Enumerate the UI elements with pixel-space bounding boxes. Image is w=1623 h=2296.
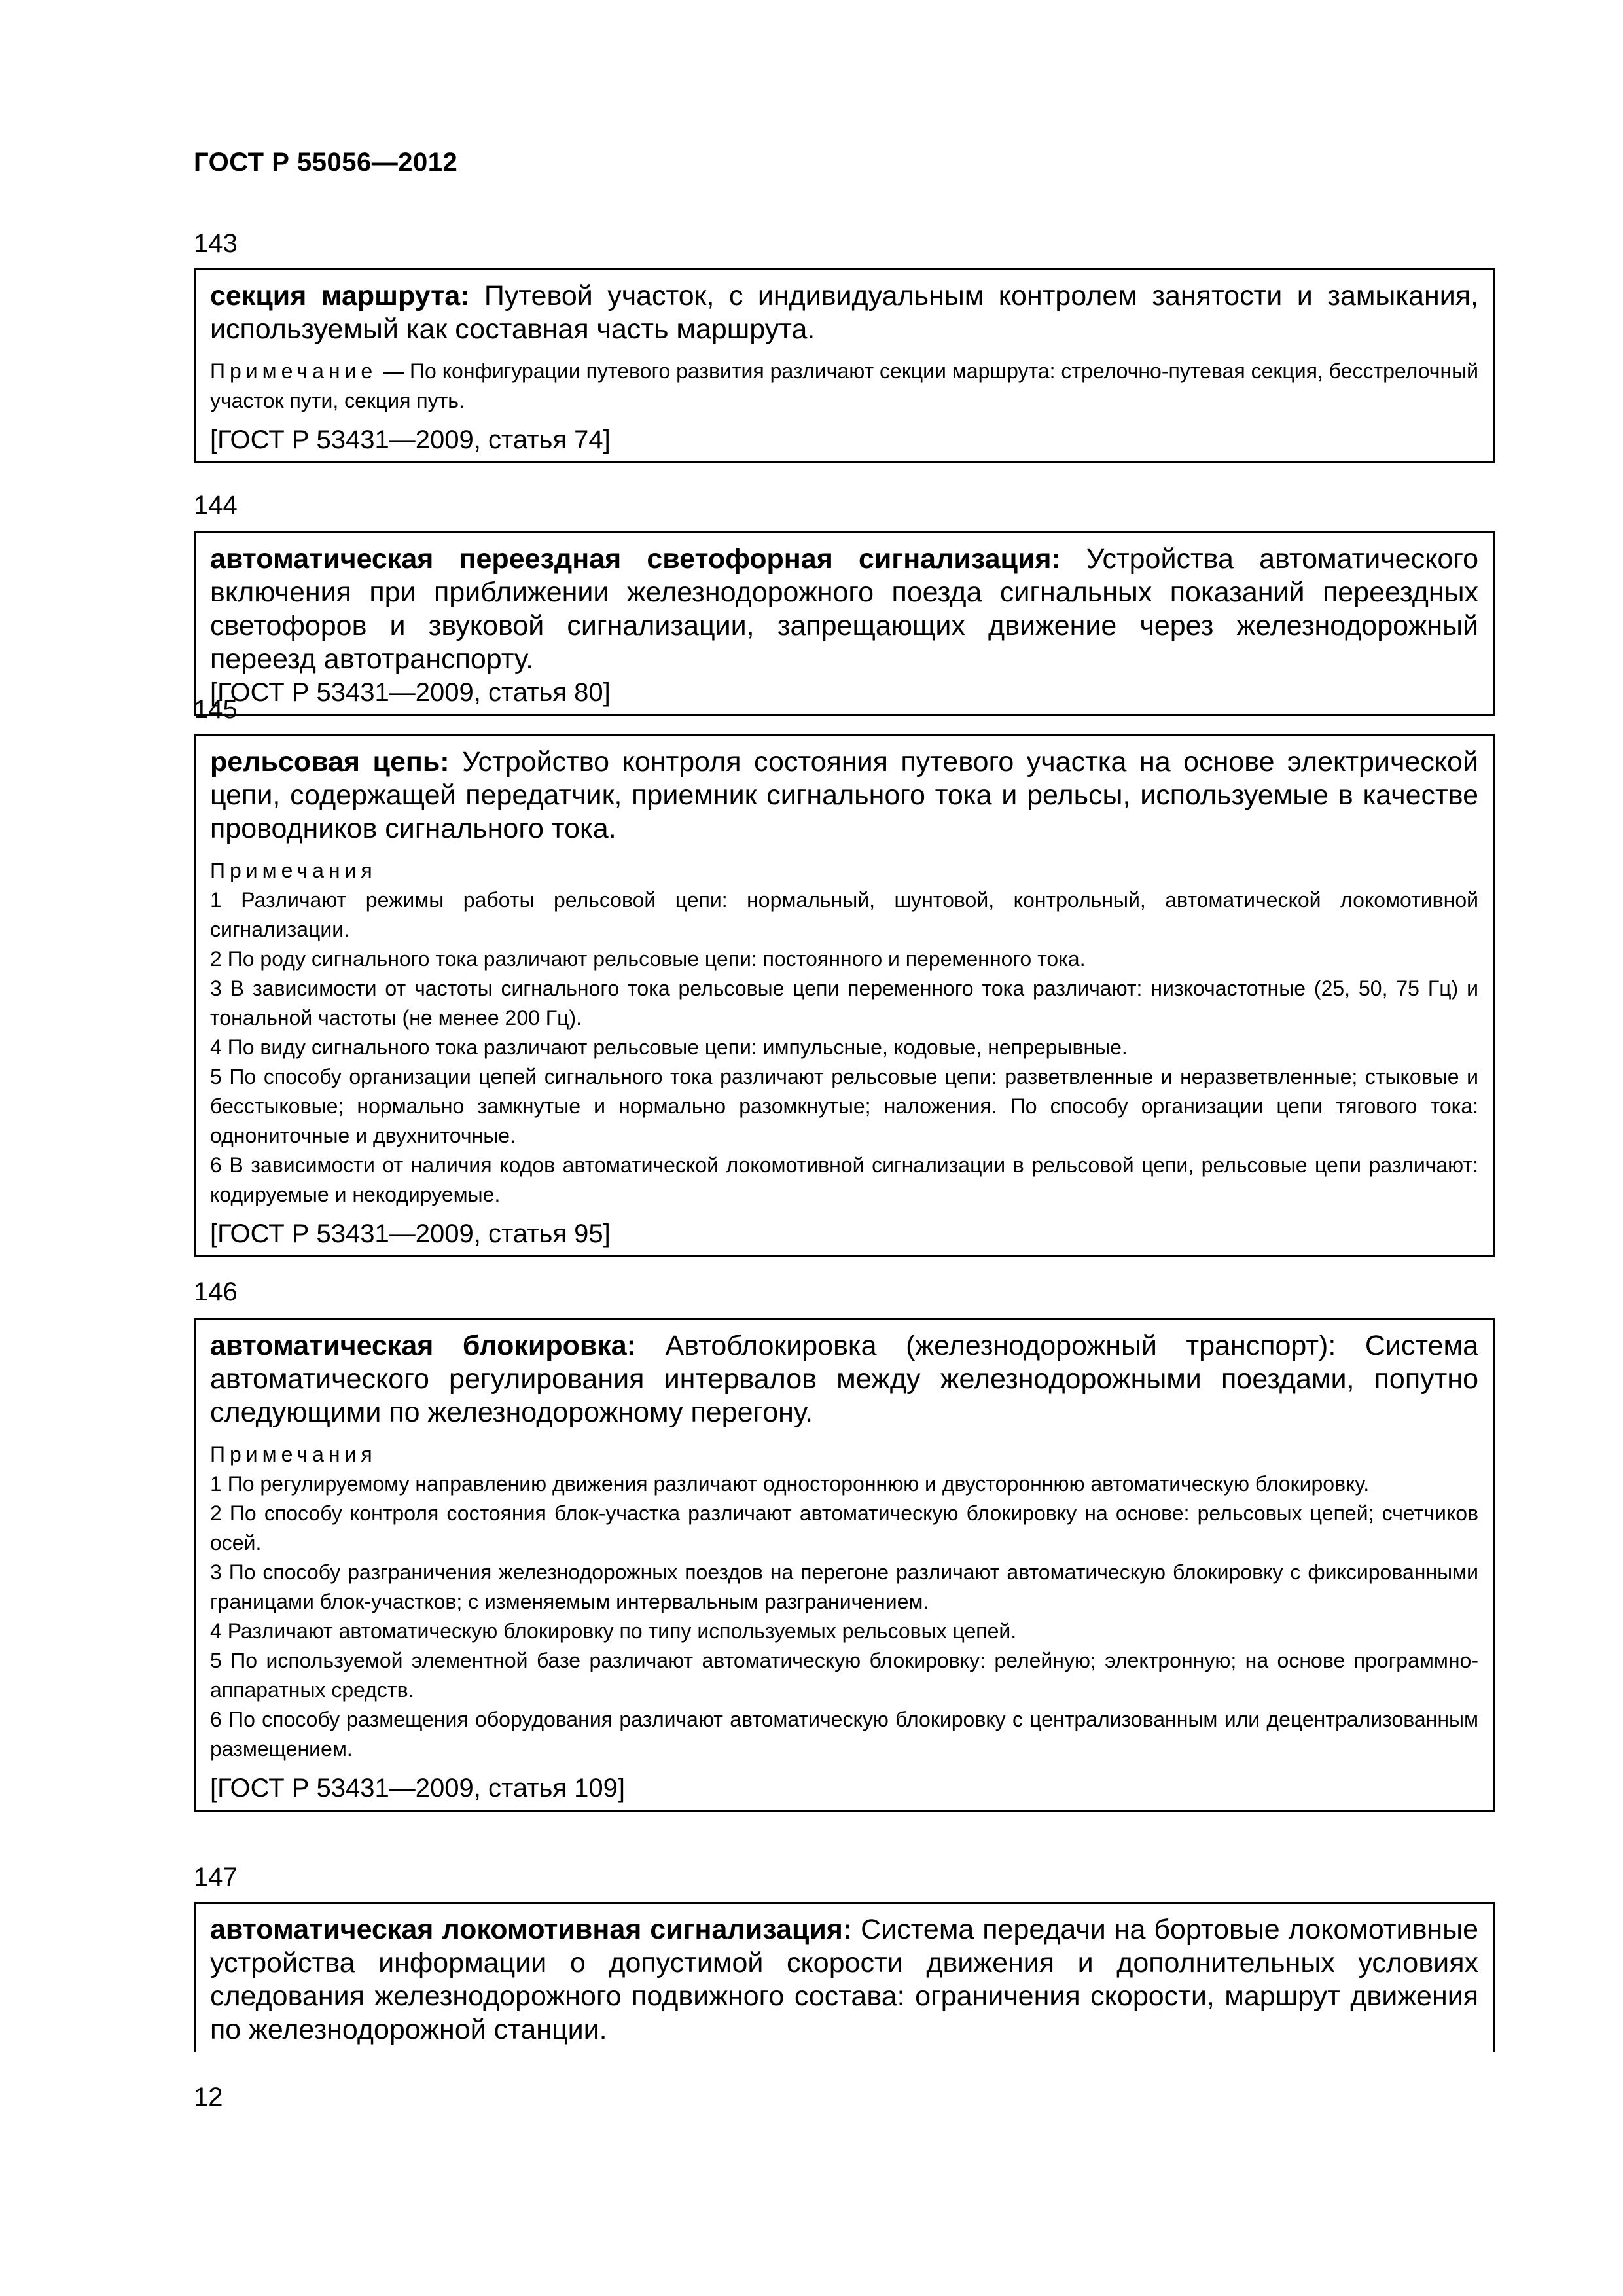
source-reference: [ГОСТ Р 53431—2009, статья 74]: [210, 425, 611, 454]
note-item: 6 По способу размещения оборудования различают автоматическую блокировку с централизованным или децентрализованным размещением.: [210, 1708, 1478, 1761]
definition: [210, 745, 1478, 846]
definition: [210, 279, 1478, 346]
term: рельсовая цепь:: [210, 746, 450, 778]
term: автоматическая переездная светофорная сигнализация:: [210, 543, 1061, 575]
note-item: 5 По используемой элементной базе различают автоматическую блокировку: релейную; электронную; на основе программно-аппаратных средств.: [210, 1649, 1478, 1702]
document-header: ГОСТ Р 55056—2012: [194, 148, 458, 177]
term: автоматическая блокировка:: [210, 1330, 637, 1361]
definition-text: Устройства автоматического включения при приближении железнодорожного поезда сигнальных показаний переездных светофоров и звуковой сигнализации, запрещающих движение через железнодорожный переезд автотранспорту.: [210, 543, 1478, 675]
note-item: 2 По роду сигнального тока различают рельсовые цепи: постоянного и переменного тока.: [210, 947, 1086, 971]
term-number-145: 145: [194, 695, 238, 724]
term: автоматическая локомотивная сигнализация:: [210, 1914, 853, 1945]
note-item: 3 По способу разграничения железнодорожных поездов на перегоне различают автоматическую блокировку с фиксированными границами блок-участков; с изменяемым интервальным разграничением.: [210, 1560, 1478, 1613]
definition-text: Автоблокировка (железнодорожный транспорт): Система автоматического регулирования интервалов между железнодорожными поездами, попутно следующими по железнодорожному перегону.: [210, 1330, 1478, 1428]
source-reference: [ГОСТ Р 53431—2009, статья 95]: [210, 1219, 611, 1248]
note-item: 6 В зависимости от наличия кодов автоматической локомотивной сигнализации в рельсовой цепи, рельсовые цепи различают: кодируемые и некодируемые.: [210, 1153, 1478, 1206]
entry-box-143: [194, 268, 1495, 463]
note-item: 4 Различают автоматическую блокировку по типу используемых рельсовых цепей.: [210, 1619, 1017, 1643]
source-reference: [ГОСТ Р 53431—2009, статья 80]: [210, 678, 611, 707]
definition: [210, 543, 1478, 676]
definition-text: Путевой участок, с индивидуальным контролем занятости и замыкания, используемый как составная часть маршрута.: [210, 280, 1479, 345]
notes-label: Примечания: [210, 1443, 377, 1466]
definition-text: Система передачи на бортовые локомотивные устройства информации о допустимой скорости движения и дополнительных условиях следования железнодорожного подвижного состава: ограничения скорости, маршрут движения по железнодорожной станции.: [210, 1914, 1478, 2045]
entry-box-144: [194, 531, 1495, 716]
page-number: 12: [194, 2083, 223, 2111]
notes-label: Примечания: [210, 859, 377, 882]
definition-text: Устройство контроля состояния путевого участка на основе электрической цепи, содержащей передатчик, приемник сигнального тока и рельсы, используемые в качестве проводников сигнального тока.: [210, 746, 1478, 844]
note-text: — По конфигурации путевого развития различают секции маршрута: стрелочно-путевая секция, бесстрелочный участок пути, секция путь.: [210, 359, 1478, 412]
notes: [210, 1440, 1478, 1764]
definition: [210, 1913, 1478, 2047]
term-number-144: 144: [194, 491, 238, 520]
note: [210, 357, 1478, 416]
note-item: 2 По способу контроля состояния блок-участка различают автоматическую блокировку на основе: рельсовых цепей; счетчиков осей.: [210, 1501, 1478, 1554]
entry-box-145: [194, 734, 1495, 1257]
entry-box-146: [194, 1318, 1495, 1812]
note-item: 5 По способу организации цепей сигнального тока различают рельсовые цепи: разветвленные и неразветвленные; стыковые и бесстыковые; нормально замкнутые и нормально разомкнутые; наложения. По способу организации цепи тягового тока: однониточные и двухниточные.: [210, 1065, 1478, 1147]
note-item: 3 В зависимости от частоты сигнального тока рельсовые цепи переменного тока различают: низкочастотные (25, 50, 75 Гц) и тональной частоты (не менее 200 Гц).: [210, 977, 1478, 1030]
term-number-147: 147: [194, 1863, 238, 1892]
note-item: 1 Различают режимы работы рельсовой цепи: нормальный, шунтовой, контрольный, автоматической локомотивной сигнализации.: [210, 888, 1478, 941]
source-reference: [ГОСТ Р 53431—2009, статья 109]: [210, 1774, 626, 1803]
entry-box-147: [194, 1902, 1495, 2052]
term: секция маршрута:: [210, 280, 470, 312]
notes: [210, 856, 1478, 1210]
note-label: Примечание: [210, 359, 378, 383]
note-item: 1 По регулируемому направлению движения различают одностороннюю и двустороннюю автоматическую блокировку.: [210, 1472, 1370, 1496]
term-number-143: 143: [194, 229, 238, 258]
note-item: 4 По виду сигнального тока различают рельсовые цепи: импульсные, кодовые, непрерывные.: [210, 1035, 1128, 1059]
definition: [210, 1329, 1478, 1429]
term-number-146: 146: [194, 1278, 238, 1306]
